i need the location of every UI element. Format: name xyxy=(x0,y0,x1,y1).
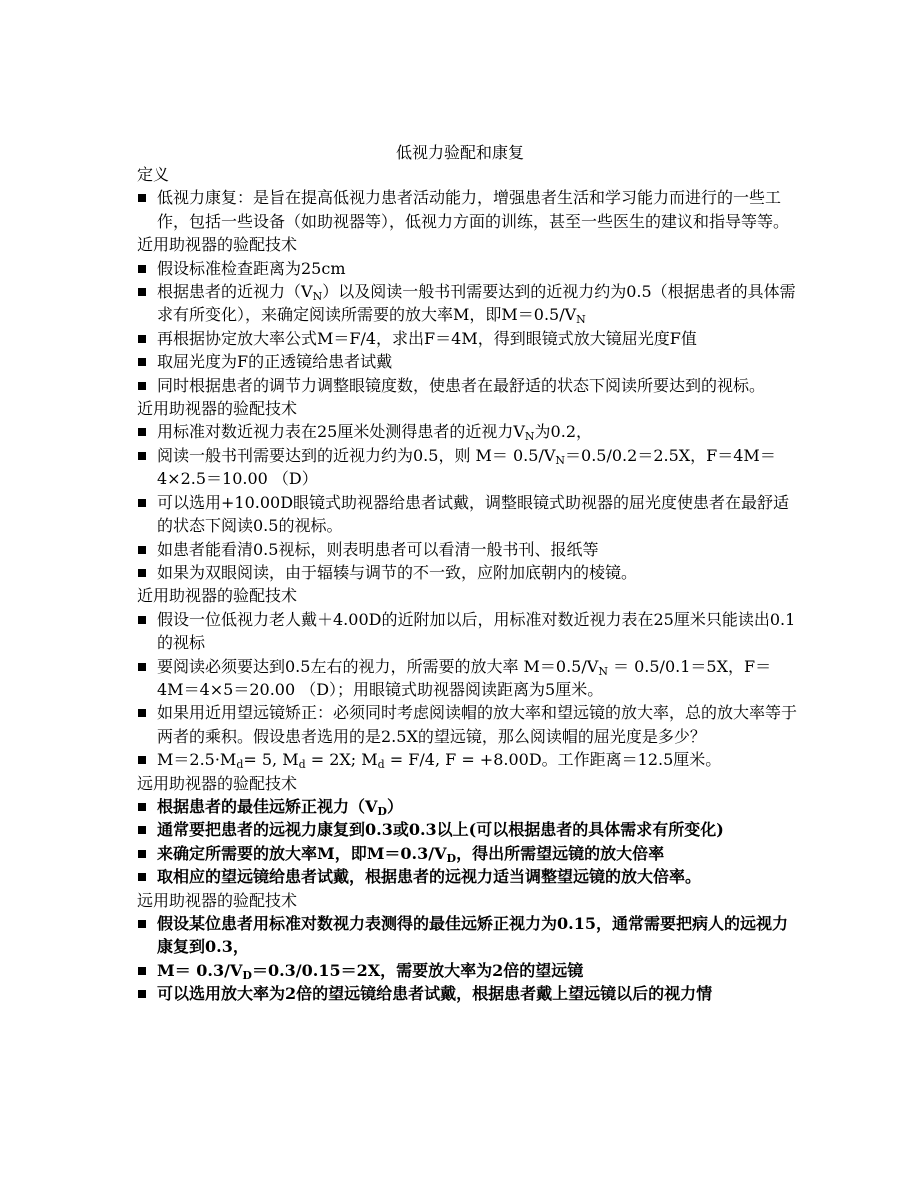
list-item: 如患者能看清0.5视标，则表明患者可以看清一般书刊、报纸等 xyxy=(137,538,797,561)
list-item: 根据患者的近视力$(V_N)$以及阅读一般书刊需要达到的近视力约为0.5（根据患者的具体需求有所变化），来确定阅读所需要的放大率M，即$M=0.5/V_N$ xyxy=(137,280,797,327)
subscript: N xyxy=(524,430,535,444)
section-heading: 远用助视器的验配技术 xyxy=(137,773,298,793)
list-item: 如果用近用望远镜矫正：必须同时考虑阅读帽的放大率和望远镜的放大率，总的放大率等于两者的乘积。假设患者选用的是2.5X的望远镜，那么阅读帽的屈光度是多少？ xyxy=(137,701,797,748)
list-item: 可以选用放大率为2倍的望远镜给患者试戴，根据患者戴上望远镜以后的视力情 xyxy=(137,982,797,1005)
subscript: D xyxy=(377,804,387,818)
subscript: d xyxy=(236,758,244,772)
section-heading: 近用助视器的验配技术 xyxy=(137,399,298,419)
list-item: 阅读一般书刊需要达到的近视力约为0.5，则 $M= 0.5/V_N=0.5/0.2=2.5X$，F＝4M＝4×2.5＝10.00 （D） xyxy=(137,444,797,491)
page-title: 低视力验配和康复 xyxy=(395,143,524,162)
list-item: 同时根据患者的调节力调整眼镜度数，使患者在最舒适的状态下阅读所要达到的视标。 xyxy=(137,374,797,397)
subscript: N xyxy=(555,453,566,467)
subscript: N xyxy=(312,290,323,304)
list-item: 取屈光度为F的正透镜给患者试戴 xyxy=(137,350,797,373)
list-item: 来确定所需要的放大率M，即$M=0.3/V_D$，得出所需望远镜的放大倍率 xyxy=(137,842,797,865)
section-heading: 远用助视器的验配技术 xyxy=(137,890,298,910)
list-item: 再根据协定放大率公式M＝F/4，求出F＝4M，得到眼镜式放大镜屈光度F值 xyxy=(137,327,797,350)
list-item: 通常要把患者的远视力康复到0.3或0.3以上(可以根据患者的具体需求有所变化) xyxy=(137,818,797,841)
section-heading: 定义 xyxy=(137,165,170,184)
bullet-list xyxy=(137,186,797,233)
list-item: 低视力康复：是旨在提高低视力患者活动能力，增强患者生活和学习能力而进行的一些工作，包括一些设备（如助视器等），低视力方面的训练，甚至一些医生的建议和指导等等。 xyxy=(137,186,797,233)
section-heading: 近用助视器的验配技术 xyxy=(137,586,298,606)
subscript: N xyxy=(598,664,608,678)
list-item: $M=2.5\cdot M_d= 5$, $M_d = 2X$; $M_d = F/4$, F = +8.00D。工作距离＝12.5厘米。 xyxy=(137,748,797,771)
subscript: D xyxy=(242,968,252,982)
subscript: N xyxy=(576,313,586,327)
list-item: 根据患者的最佳远矫正视力$(V_D)$ xyxy=(137,795,797,818)
list-item: 取相应的望远镜给患者试戴，根据患者的远视力适当调整望远镜的放大倍率。 xyxy=(137,865,797,888)
list-item: 可以选用+10.00D眼镜式助视器给患者试戴，调整眼镜式助视器的屈光度使患者在最舒适的状态下阅读0.5的视标。 xyxy=(137,491,797,538)
document-body xyxy=(137,163,797,1006)
list-item: 假设某位患者用标准对数视力表测得的最佳远矫正视力为0.15，通常需要把病人的远视力康复到0.3， xyxy=(137,912,797,959)
bullet-list xyxy=(137,912,797,1006)
subscript: d xyxy=(298,758,306,772)
bullet-list xyxy=(137,795,797,889)
subscript: d xyxy=(377,758,385,772)
bullet-list xyxy=(137,257,797,397)
list-item: 如果为双眼阅读，由于辐辏与调节的不一致，应附加底朝内的棱镜。 xyxy=(137,561,797,584)
list-item: 假设标准检查距离为25cm xyxy=(137,257,797,280)
bullet-list xyxy=(137,608,797,772)
list-item: 用标准对数近视力表在25厘米处测得患者的近视力$V_N$为0.2， xyxy=(137,420,797,443)
list-item: 假设一位低视力老人戴＋4.00D的近附加以后，用标准对数近视力表在25厘米只能读出0.1的视标 xyxy=(137,608,797,655)
section-heading: 近用助视器的验配技术 xyxy=(137,235,298,255)
list-item: 要阅读必须要达到0.5左右的视力，所需要的放大率 $M=0.5/V_N = 0.5/0.1=5X$，F＝4M＝4×5＝20.00 （D）；用眼镜式助视器阅读距离为5厘米。 xyxy=(137,655,797,702)
list-item: $M= 0.3/V_D=0.3/0.15=2X$，需要放大率为2倍的望远镜 xyxy=(137,959,797,982)
bullet-list xyxy=(137,420,797,584)
subscript: D xyxy=(446,851,457,865)
